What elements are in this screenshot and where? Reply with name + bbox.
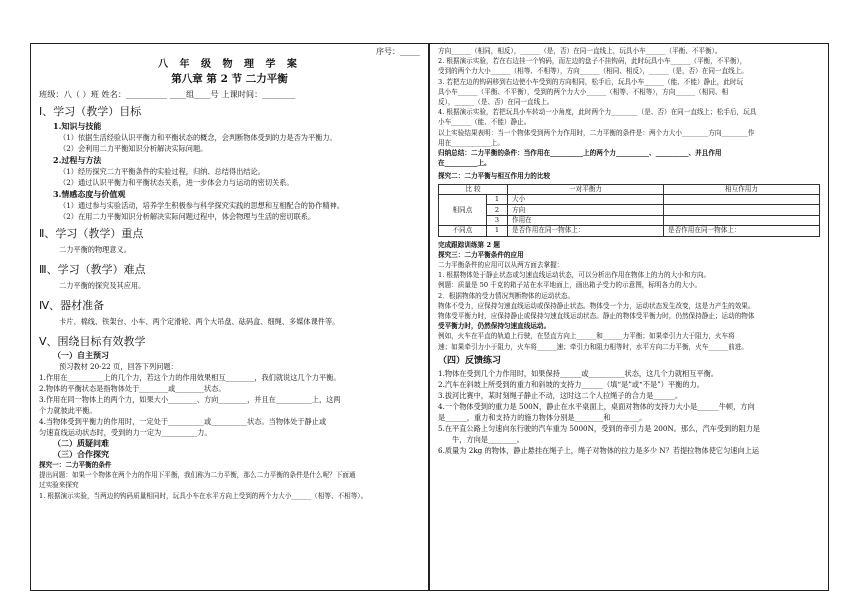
- feedback-question: 是______，重力和支持力的施力物体分别是________和________。: [438, 412, 647, 422]
- knowledge-skills-heading: 1.知识与技能: [53, 121, 102, 131]
- table-row-number: 3: [486, 215, 507, 225]
- exploration-line: 3. 若把左边的钩码移到右边使小车受到的方向相同，松手后，玩具小车______（能、不能）静止，此时玩: [438, 77, 744, 86]
- preview-question-3: 3.作用在同一物体上的两个力，如果大小________、方向________，并且在__________上，这两: [39, 395, 341, 404]
- process-method-heading: 2.过程与方法: [53, 155, 102, 165]
- chapter-title: 第八章 第 2 节 二力平衡: [171, 73, 288, 85]
- right-column: [429, 43, 829, 591]
- exploration-3-title: 探究三：二力平衡条件的应用: [438, 250, 524, 259]
- questions-heading: （二）质疑问难: [53, 438, 109, 448]
- application-line: 物体受平衡力时，应保持静止或保持匀速直线运动状态。静止的物体受平衡力时，仍然保持静止；运动的物体: [438, 312, 755, 321]
- exploration-1-text: 过实验来探究: [39, 481, 79, 490]
- conclusion-line: 以上实验结果表明：当一个物体受到两个力作用时，二力平衡的条件是：两个力大小________方向________作: [438, 128, 755, 137]
- table-cell: [664, 205, 820, 215]
- cooperation-heading: （三）合作探究: [53, 449, 109, 459]
- exploration-1-text: 1. 根据演示实验，当两边的钩码质量相同时，玩具小车在水平方向上受到的两个力大小______（相等、不相等）。: [39, 491, 368, 500]
- application-line: 例如，火车在平直的轨道上行驶，在竖直方向上______和______力平衡；如果牵引力大于阻力，火车将: [438, 332, 735, 341]
- table-row-label-diff: 不同点: [439, 226, 487, 236]
- objective-item: （2）通过认识平衡力和平衡状态关系，进一步体会力与运动的密切关系。: [59, 178, 294, 187]
- summary-line: 归纳总结：二力平衡的条件：当作用在__________上的两个力__________、__________、并且作用: [438, 149, 722, 158]
- preview-question-4: 4.当物体受到平衡力的作用时，一定处于__________或__________状态。当物体处于静止或: [39, 417, 327, 426]
- follow-up-note: 完成跟踪训练第 2 题: [438, 240, 500, 249]
- exploration-line: 反），______（是、否）在同一直线上。: [438, 98, 554, 107]
- summary-line: 在__________上。: [438, 159, 491, 168]
- section-key-points-title: Ⅱ、学习（教学）重点: [39, 227, 144, 240]
- exploration-line: 2. 根据演示实验，若在右边挂一个钩码，而左边的盘子不挂钩码，此时玩具小车______（平衡，不平衡），: [438, 57, 747, 66]
- exploration-line: 具小车______（平衡、不平衡），受到的两个力大小______（相等、不相等），方向______（相同、相: [438, 87, 729, 96]
- section-objectives-title: Ⅰ、学习（教学）目标: [39, 105, 142, 118]
- feedback-question: 2.汽车在斜坡上所受到的重力和斜坡的支持力______（填“是”或“不是”）平衡的力。: [438, 379, 704, 389]
- exploration-1-text: 提出问题：如果一个物体在两个力的作用下平衡，我们称为二力平衡，那么二力平衡的条件是什么呢？下面通: [39, 471, 356, 480]
- student-info-line: 班级：八（ ）班 姓名：__________ ____组____号 上课时间：________: [39, 89, 296, 99]
- exploration-line: 受到的两个力大小______（相等、不相等），方向______（相同、相反），______（是，否）在同一直线上。: [438, 67, 748, 76]
- application-line: 例题：质量是 50 千克的箱子站在水平地面上，画出箱子受力的示意图，标明各力的大小。: [438, 281, 702, 290]
- table-cell: [664, 195, 820, 205]
- objective-item: （1）经历探究二力平衡条件的实验过程，归纳、总结得出结论。: [59, 167, 265, 176]
- equipment-text: 卡片、棉线、铁架台、小车、两个定滑轮、两个大吊盘、砝码盒、细绳、多媒体课件等。: [59, 317, 340, 326]
- feedback-question: 牛，方向是________。: [452, 434, 524, 444]
- section-difficulty-title: Ⅲ、学习（教学）难点: [39, 263, 146, 276]
- feedback-question: 5.在平直公路上匀速向东行驶的汽车重为 5000N，受到的牵引力是 200N。那么，汽车受到的阻力是: [438, 423, 760, 433]
- feedback-question: 6.质量为 2kg 的物体，静止悬挂在绳子上，绳子对物体的拉力是多少 N？若提拉物体使它匀速向上运: [438, 445, 760, 455]
- table-cell: 方向: [508, 205, 664, 215]
- exploration-2-title: 探究二：二力平衡与相互作用力的比较: [438, 172, 551, 181]
- table-cell: [664, 215, 820, 225]
- objective-item: （2）在用二力平衡知识分析解决实际问题过程中，体会物理与生活的密切联系。: [59, 212, 316, 221]
- table-cell: 大小: [508, 195, 664, 205]
- table-header-balance: 一对平衡力: [508, 184, 664, 194]
- table-row-number: 1: [486, 195, 507, 205]
- sequence-number: 序号：_____: [376, 47, 420, 56]
- application-line: 二力平衡条件的应用可以从两方面去掌握：: [438, 261, 564, 269]
- exploration-line: 小车______（能、不能）静止。: [438, 118, 531, 127]
- preview-intro: 预习教材 20-22 页，回答下列问题：: [59, 362, 178, 371]
- exploration-line: 4. 根据演示实验，若把玩具小车转动一小角度，此时两个力________（是、否）在同一直线上；松手后，玩具: [438, 108, 757, 117]
- conclusion-line: 用在____________上。: [438, 138, 504, 147]
- table-row-number: 1: [486, 226, 507, 236]
- table-header-interaction: 相互作用力: [664, 184, 820, 194]
- difficulty-text: 二力平衡的探究及其应用。: [59, 281, 146, 290]
- doc-title: 八 年 级 物 理 学 案: [158, 59, 301, 70]
- key-points-text: 二力平衡的物理意义。: [59, 245, 131, 254]
- application-line: 速；如果牵引力小于阻力，火车将______速；牵引力和阻力相等时，水平方向二力平衡，火车______前进。: [438, 342, 748, 351]
- table-cell: 作用在: [508, 215, 664, 225]
- preview-question-2: 2.物体的平衡状态是指物体处于________或________状态。: [39, 384, 226, 393]
- application-line: 2．根据物体的受力情况判断物体的运动状态。: [438, 291, 575, 300]
- objective-item: （1）通过参与实验活动，培养学生积极参与科学探究实践的思想和互相配合的协作精神。: [59, 201, 344, 210]
- application-line: 1. 根据物体处于静止状态或匀速直线运动状态，可以分析出作用在物体上的力的大小和方向。: [438, 271, 711, 280]
- application-line: 受平衡力时，仍然保持匀速直线运动。: [438, 322, 551, 331]
- table-row-number: 2: [486, 205, 507, 215]
- feedback-heading: （四）反馈练习: [438, 355, 502, 366]
- section-teaching-title: Ⅴ、围绕目标有效教学: [39, 335, 146, 348]
- table-cell: 是否作用在同一物体上：: [664, 226, 820, 236]
- exploration-line: 方向______（相同，相反），______（是，否）在同一直线上，玩具小车______（平衡、不平衡）。: [438, 47, 722, 55]
- comparison-table: [438, 184, 820, 237]
- section-equipment-title: Ⅳ、器材准备: [39, 299, 105, 312]
- application-line: 物体不受力，应保持匀速直线运动或保持静止状态。物体受一个力，运动状态发生改变，这是力产生的效果。: [438, 301, 755, 310]
- preview-question-4-cont: 匀速直线运动状态时，受到的力一定为__________力。: [39, 428, 212, 437]
- preview-question-3-cont: 个力就彼此平衡。: [39, 406, 97, 415]
- preview-heading: （一）自主预习: [53, 350, 109, 360]
- table-cell: 是否作用在同一物体上：: [508, 226, 664, 236]
- table-header-compare: 比 较: [439, 184, 508, 194]
- objective-item: （1）依据生活经验认识平衡力和平衡状态的概念，会判断物体受到的力是否为平衡力。: [59, 133, 337, 142]
- feedback-question: 3.拔河比赛中，某时刻绳子静止不动，这时这二个人拉绳子的合力是______。: [438, 390, 683, 400]
- objective-item: （2）会利用二力平衡知识分析解决实际问题。: [59, 144, 208, 153]
- feedback-question: 4.一个物体受到的重力是 500N，静止在水平桌面上，桌面对物体的支持力大小是______牛顿，方向: [438, 401, 755, 411]
- exploration-1-title: 探究一：二力平衡的条件: [39, 461, 112, 469]
- attitude-values-heading: 3.情感态度与价值观: [53, 189, 126, 199]
- feedback-question: 1.物体在受到几个力作用时，如果保持______或__________状态，这几个力就相互平衡。: [438, 368, 718, 378]
- table-row-label-same: 相同点: [439, 195, 487, 226]
- left-column: [30, 43, 429, 591]
- preview-question-1: 1.作用在__________上的几个力，若这个力的作用效果相互________，我们就说这几个力平衡。: [39, 373, 341, 382]
